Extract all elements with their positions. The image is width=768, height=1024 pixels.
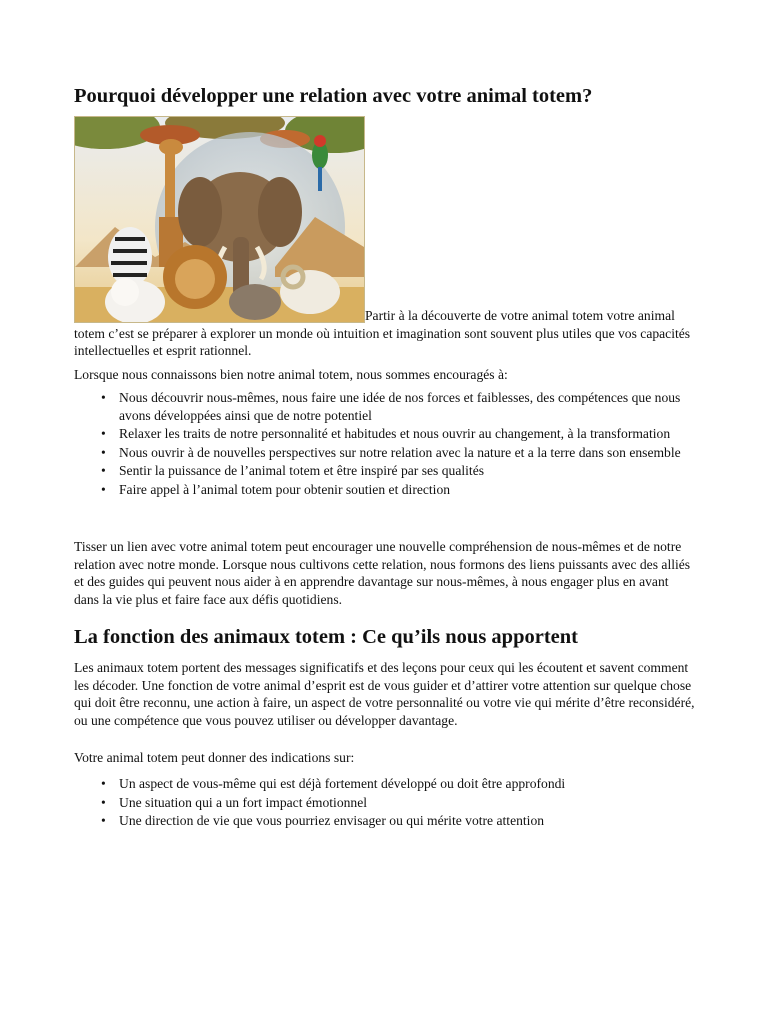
list-item: • Une situation qui a un fort impact émotionnel bbox=[74, 794, 696, 812]
list-item: • Faire appel à l’animal totem pour obtenir soutien et direction bbox=[74, 481, 696, 499]
list-item: • Nous découvrir nous-mêmes, nous faire une idée de nos forces et faiblesses, des compétences que nous avons développées ainsi que de notre potentiel bbox=[74, 389, 696, 424]
animals-illustration bbox=[74, 116, 365, 323]
paragraph-fonction: Les animaux totem portent des messages significatifs et des leçons pour ceux qui les écoutent et savent comment les décoder. Une fonction de votre animal d’esprit est de vous guider et d’attirer votre attention sur quelque chose qui doit être reconnu, une action à faire, un aspect de votre personnalité ou votre vie qui mérite d’être reconsidéré, ou une compétence que vous pouvez utiliser ou développer davantage. bbox=[74, 660, 695, 728]
animals-illustration-svg bbox=[75, 117, 364, 322]
heading-totem-function: La fonction des animaux totem : Ce qu’ils nous apportent bbox=[74, 626, 578, 648]
list-item: • Sentir la puissance de l’animal totem et être inspiré par ses qualités bbox=[74, 462, 696, 480]
indications-list bbox=[74, 775, 696, 831]
benefits-list bbox=[74, 389, 696, 499]
heading-why-relationship: Pourquoi développer une relation avec votre animal totem? bbox=[74, 85, 593, 107]
list-item: • Nous ouvrir à de nouvelles perspectives sur notre relation avec la nature et a la terre dans son ensemble bbox=[74, 444, 696, 462]
indications-lead-in: Votre animal totem peut donner des indications sur: bbox=[74, 750, 355, 765]
benefits-lead-in: Lorsque nous connaissons bien notre animal totem, nous sommes encouragés à: bbox=[74, 367, 508, 382]
intro-paragraph: Partir à la découverte de votre animal totem votre animal totem c’est se préparer à explorer un monde où intuition et imagination sont souvent plus utiles que vos capacités intellectuelles et esprit rationnel. bbox=[74, 308, 691, 358]
list-item: • Un aspect de vous-même qui est déjà fortement développé ou doit être approfondi bbox=[74, 775, 696, 793]
list-item: • Relaxer les traits de notre personnalité et habitudes et nous ouvrir au changement, à la transformation bbox=[74, 425, 696, 443]
paragraph-tisser: Tisser un lien avec votre animal totem peut encourager une nouvelle compréhension de nous-mêmes et de notre relation avec notre monde. Lorsque nous cultivons cette relation, nous formons des liens puissants avec des alliés et des guides qui peuvent nous aider à en apprendre davantage sur nous-mêmes, à nous engager plus en avant dans la vie plus et faire face aux défis quotidiens. bbox=[74, 539, 691, 607]
list-item: • Une direction de vie que vous pourriez envisager ou qui mérite votre attention bbox=[74, 812, 696, 830]
